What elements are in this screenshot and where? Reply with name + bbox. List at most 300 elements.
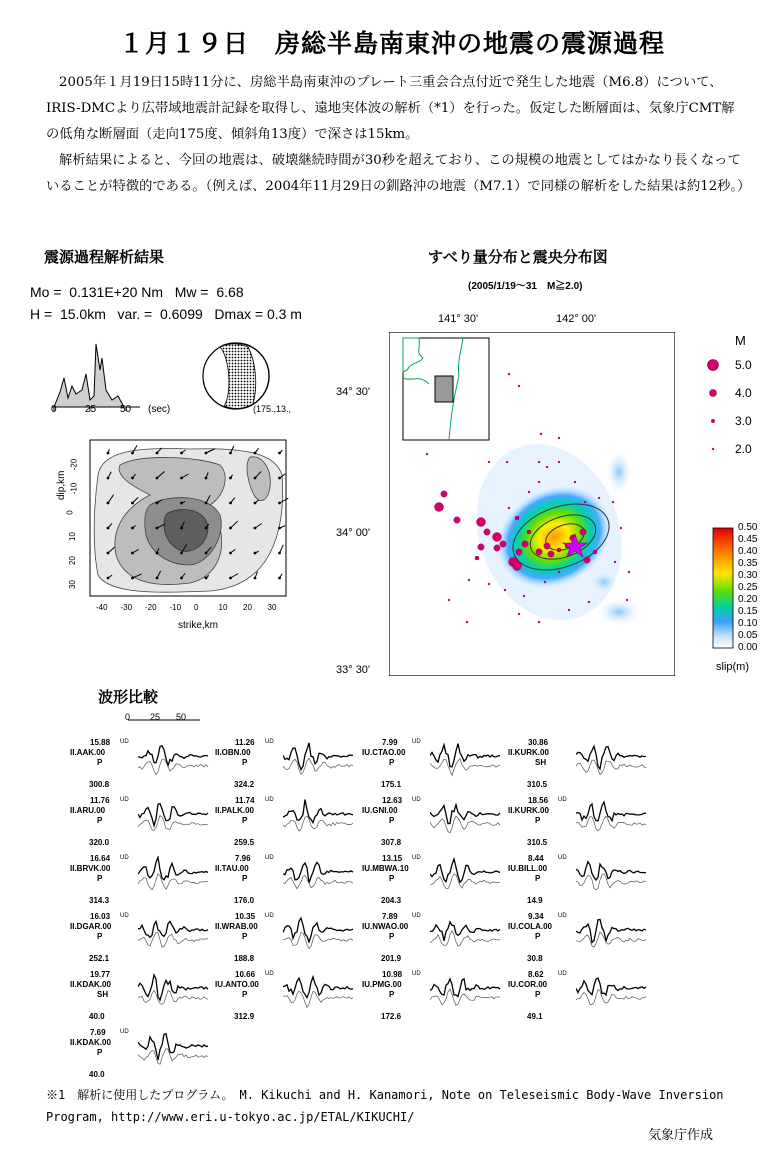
station-phase: P	[535, 816, 541, 825]
slip-x-tick: -20	[145, 603, 157, 612]
station-name: IU.COR.00	[508, 980, 548, 989]
epicenter-dot	[528, 491, 530, 493]
observed-trace	[283, 918, 353, 942]
waveform-trace	[430, 798, 502, 844]
subfault-point	[278, 527, 281, 530]
station-phase: P	[242, 990, 248, 999]
station-azimuth: 14.9	[527, 896, 543, 905]
source-process-heading: 震源過程解析結果	[44, 248, 165, 266]
synthetic-trace	[283, 876, 353, 889]
station-phase: P	[242, 816, 248, 825]
station-azimuth: 314.3	[89, 896, 110, 905]
station-name: II.AAK.00	[70, 748, 106, 757]
station-amplitude: 8.44	[528, 854, 544, 863]
slip-map-subheading: (2005/1/19～31 M≧2.0)	[468, 281, 583, 292]
epicenter-dot	[448, 599, 450, 601]
epicenter-dot	[584, 501, 586, 503]
epicenter-dot	[468, 579, 470, 581]
station-azimuth: 49.1	[527, 1012, 543, 1021]
station-phase: P	[389, 932, 395, 941]
slip-x-tick: 10	[218, 603, 228, 612]
slip-colorbar	[712, 527, 736, 651]
waveform-station	[508, 854, 668, 912]
page-title: １月１９日 房総半島南東沖の地震の震源過程	[118, 29, 665, 58]
scale-25: 25	[150, 712, 161, 722]
station-amplitude: 7.89	[382, 912, 398, 921]
station-component: UD	[120, 1029, 129, 1035]
colorbar-tick: 0.35	[738, 558, 758, 569]
station-azimuth: 310.5	[527, 838, 548, 847]
synthetic-trace	[138, 932, 208, 947]
station-azimuth: 40.0	[89, 1070, 105, 1079]
waveform-station	[70, 970, 230, 1028]
subfault-point	[229, 452, 232, 455]
subfault-point	[205, 552, 208, 555]
station-name: IU.MBWA.10	[362, 864, 409, 873]
station-phase: SH	[535, 758, 547, 767]
epicenter-dot	[614, 561, 616, 563]
station-phase: P	[242, 874, 248, 883]
station-phase: P	[389, 816, 395, 825]
waveform-station	[215, 970, 375, 1028]
epicenter-dot	[466, 621, 468, 623]
subfault-point	[205, 502, 208, 505]
epicenter-dot	[557, 548, 561, 552]
subfault-point	[254, 452, 257, 455]
waveform-trace	[138, 972, 210, 1018]
station-component: UD	[265, 797, 274, 803]
synthetic-trace	[576, 760, 646, 775]
epicenter-dot	[504, 589, 506, 591]
epicenter-dot	[540, 433, 542, 435]
epicenter-dot	[515, 516, 519, 520]
station-component: UD	[412, 855, 421, 861]
station-amplitude: 7.99	[382, 738, 398, 747]
epicenter-dot	[522, 541, 528, 547]
station-component: UD	[265, 971, 274, 977]
waveform-station	[508, 738, 668, 796]
observed-trace	[138, 857, 208, 879]
station-amplitude: 18.56	[528, 796, 549, 805]
waveform-trace	[283, 972, 355, 1018]
epicenter-dot	[536, 549, 542, 555]
observed-trace	[283, 977, 353, 998]
epicenter-dot	[538, 461, 540, 463]
station-phase: P	[97, 1048, 103, 1057]
subfault-point	[156, 452, 159, 455]
subfault-point	[131, 552, 134, 555]
waveform-trace	[430, 972, 502, 1018]
station-name: IU.PMG.00	[362, 980, 402, 989]
epicenter-dot	[484, 529, 490, 535]
observed-trace	[138, 804, 208, 826]
epicenter-dot	[426, 453, 428, 455]
subfault-point	[180, 577, 183, 580]
station-azimuth: 40.0	[89, 1012, 105, 1021]
footnote-line-1: ※1 解析に使用したプログラム。 M. Kikuchi and H. Kanamori, Note on Teleseismic Body-Wave Inversion	[46, 1088, 724, 1102]
waveform-trace	[576, 914, 648, 960]
station-phase: P	[535, 874, 541, 883]
epicenter-dot	[558, 571, 560, 573]
station-amplitude: 10.98	[382, 970, 403, 979]
subfault-point	[278, 452, 281, 455]
subfault-point	[229, 577, 232, 580]
station-amplitude: 12.63	[382, 796, 403, 805]
stf-tick-label-0: 0	[51, 404, 57, 415]
observed-trace	[576, 802, 646, 821]
colorbar-tick: 0.00	[738, 642, 758, 653]
colorbar-tick: 0.10	[738, 618, 758, 629]
epicenter-dot	[584, 557, 590, 563]
station-name: IU.ANTO.00	[215, 980, 259, 989]
subfault-point	[254, 477, 257, 480]
waveform-station	[362, 854, 522, 912]
epicenter-dot	[598, 497, 600, 499]
station-amplitude: 30.86	[528, 738, 549, 747]
waveform-trace	[283, 798, 355, 844]
epicenter-dot	[518, 385, 520, 387]
waveform-trace	[283, 740, 355, 786]
observed-trace	[283, 743, 353, 770]
waveform-station	[508, 970, 668, 1028]
station-component: UD	[120, 855, 129, 861]
epicenter-dot	[454, 517, 460, 523]
stf-tick-label-25: 25	[85, 404, 97, 415]
subfault-point	[107, 477, 110, 480]
slip-xlabel: strike,km	[178, 620, 218, 631]
epicenter-dot	[477, 518, 486, 527]
station-phase: P	[535, 932, 541, 941]
subfault-point	[229, 527, 232, 530]
subfault-point	[180, 527, 183, 530]
subfault-point	[107, 452, 110, 455]
subfault-point	[131, 477, 134, 480]
slip-y-tick: 30	[67, 580, 77, 589]
waveform-trace	[138, 914, 210, 960]
epicenter-dot	[574, 481, 576, 483]
observed-trace	[430, 979, 500, 997]
subfault-point	[156, 577, 159, 580]
subfault-point	[229, 552, 232, 555]
stf-tick-label-50: 50	[120, 404, 132, 415]
synthetic-trace	[430, 874, 500, 889]
slip-x-tick: -30	[120, 603, 133, 612]
station-phase: P	[97, 816, 103, 825]
waveform-station	[362, 738, 522, 796]
subfault-point	[180, 502, 183, 505]
station-azimuth: 252.1	[89, 954, 110, 963]
waveform-heading: 波形比較	[98, 688, 159, 706]
waveform-station	[362, 912, 522, 970]
waveform-station	[215, 796, 375, 854]
waveform-trace	[576, 798, 648, 844]
epicenter-dot	[513, 562, 522, 571]
subfault-point	[229, 477, 232, 480]
station-azimuth: 201.9	[381, 954, 402, 963]
waveform-station	[362, 796, 522, 854]
epicenter-dot	[527, 530, 531, 534]
colorbar-tick: 0.45	[738, 534, 758, 545]
epicenter-dot	[488, 461, 490, 463]
subfault-point	[180, 452, 183, 455]
observed-trace	[138, 1034, 208, 1060]
waveform-station	[70, 738, 230, 796]
station-component: UD	[120, 797, 129, 803]
subfault-point	[156, 527, 159, 530]
observed-trace	[138, 921, 208, 937]
slip-ylabel: dip,km	[56, 470, 67, 500]
epicenter-dot	[475, 556, 479, 560]
waveform-station	[508, 912, 668, 970]
waveform-trace	[283, 914, 355, 960]
subfault-point	[107, 502, 110, 505]
epicenter-dot	[518, 613, 520, 615]
station-azimuth: 310.5	[527, 780, 548, 789]
waveform-station	[508, 796, 668, 854]
station-azimuth: 30.8	[527, 954, 543, 963]
station-component: UD	[558, 971, 567, 977]
station-component: UD	[558, 913, 567, 919]
lat-label-3: 33° 30'	[336, 664, 371, 676]
epicenter-dot	[441, 491, 447, 497]
station-name: II.DGAR.00	[70, 922, 112, 931]
waveform-station	[70, 854, 230, 912]
subfault-point	[278, 477, 281, 480]
synthetic-trace	[138, 759, 208, 774]
intro-text	[46, 70, 751, 200]
mag-legend-4: 4.0	[735, 386, 752, 400]
station-amplitude: 16.03	[90, 912, 111, 921]
lat-label-1: 34° 30'	[336, 386, 371, 398]
colorbar-label: slip(m)	[716, 661, 749, 673]
station-name: IU.NWAO.00	[362, 922, 409, 931]
footnote-line-2: Program, http://www.eri.u-tokyo.ac.jp/ETAL/KIKUCHI/	[46, 1110, 415, 1124]
waveform-trace	[138, 1030, 210, 1076]
colorbar-tick: 0.05	[738, 630, 758, 641]
station-azimuth: 176.0	[234, 896, 255, 905]
station-component: UD	[265, 855, 274, 861]
waveform-station	[215, 738, 375, 796]
station-component: UD	[412, 913, 421, 919]
station-azimuth: 300.8	[89, 780, 110, 789]
waveform-station	[70, 796, 230, 854]
subfault-point	[156, 477, 159, 480]
station-amplitude: 8.62	[528, 970, 544, 979]
epicenter-dot	[500, 541, 506, 547]
station-component: UD	[265, 739, 274, 745]
station-name: II.KDAK.00	[70, 1038, 111, 1047]
station-amplitude: 7.69	[90, 1028, 106, 1037]
stf-shape	[54, 344, 124, 407]
station-azimuth: 204.3	[381, 896, 402, 905]
colorbar-tick: 0.50	[738, 522, 758, 533]
scale-50: 50	[176, 712, 187, 722]
station-amplitude: 16.64	[90, 854, 111, 863]
station-amplitude: 11.74	[235, 796, 255, 805]
observed-trace	[430, 859, 500, 882]
synthetic-trace	[138, 990, 208, 1004]
station-azimuth: 312.9	[234, 1012, 255, 1021]
epicenter-dot	[538, 621, 540, 623]
station-component: UD	[412, 739, 421, 745]
epicenter-dot	[494, 545, 500, 551]
epicenter-dot	[435, 503, 444, 512]
credit: 気象庁作成	[648, 1128, 714, 1143]
subfault-point	[107, 552, 110, 555]
waveform-station	[215, 854, 375, 912]
synthetic-trace	[283, 758, 353, 774]
waveform-trace	[430, 740, 502, 786]
epicenter-dot	[544, 543, 550, 549]
station-component: UD	[120, 739, 129, 745]
slip-x-tick: 30	[267, 603, 277, 612]
subfault-point	[107, 527, 110, 530]
station-phase: P	[242, 758, 248, 767]
synthetic-trace	[283, 816, 353, 831]
epicenter-dot	[558, 461, 560, 463]
synthetic-trace	[576, 932, 646, 947]
epicenter-dot	[568, 609, 570, 611]
waveform-scale	[120, 706, 210, 726]
observed-trace	[283, 800, 353, 823]
station-amplitude: 9.34	[528, 912, 544, 921]
subfault-point	[131, 577, 134, 580]
synthetic-trace	[138, 815, 208, 830]
observed-trace	[138, 746, 208, 766]
subfault-point	[278, 577, 281, 580]
mag-legend-2: 2.0	[735, 442, 752, 456]
station-amplitude: 10.66	[235, 970, 256, 979]
station-name: II.KURK.00	[508, 806, 549, 815]
epicenter-dot	[620, 527, 622, 529]
station-name: IU.CTAO.00	[362, 748, 406, 757]
subfault-point	[131, 452, 134, 455]
station-component: UD	[412, 971, 421, 977]
mag-legend-3: 3.0	[735, 414, 752, 428]
waveform-trace	[576, 740, 648, 786]
scale-0: 0	[125, 712, 131, 722]
station-azimuth: 307.8	[381, 838, 402, 847]
params-line-1: Mo = 0.131E+20 Nm Mw = 6.68	[30, 284, 244, 300]
station-component: UD	[265, 913, 274, 919]
synthetic-trace	[283, 933, 353, 949]
synthetic-trace	[138, 1049, 208, 1065]
waveform-trace	[138, 856, 210, 902]
station-phase: P	[389, 874, 395, 883]
waveform-trace	[430, 914, 502, 960]
slip-y-tick: 0	[65, 510, 75, 515]
epicenter-dot	[506, 461, 508, 463]
epicenter-dot	[516, 549, 522, 555]
subfault-point	[254, 552, 257, 555]
slip-y-tick: 10	[67, 532, 77, 541]
station-amplitude: 11.26	[235, 738, 255, 747]
lat-label-2: 34° 00'	[336, 527, 371, 539]
station-azimuth: 320.0	[89, 838, 110, 847]
colorbar-tick: 0.30	[738, 570, 758, 581]
station-phase: P	[535, 990, 541, 999]
epicenter-dot	[478, 544, 484, 550]
subfault-point	[254, 527, 257, 530]
station-amplitude: 11.76	[90, 796, 110, 805]
waveform-trace	[283, 856, 355, 902]
station-phase: P	[97, 758, 103, 767]
station-phase: P	[97, 874, 103, 883]
epicenter-dot	[538, 481, 540, 483]
station-component: UD	[558, 855, 567, 861]
slip-x-tick: -40	[96, 603, 108, 612]
subfault-point	[131, 527, 134, 530]
observed-trace	[430, 744, 500, 767]
epicenter-dot	[508, 507, 510, 509]
station-amplitude: 7.96	[235, 854, 251, 863]
epicenter-dot	[488, 583, 490, 585]
epicenter-dot	[548, 551, 554, 557]
epicenter-dot	[612, 501, 614, 503]
subfault-point	[156, 552, 159, 555]
lon-label-2: 142° 00'	[556, 313, 597, 325]
epicenter-dot	[593, 550, 597, 554]
colorbar-tick: 0.25	[738, 582, 758, 593]
lon-label-1: 141° 30'	[438, 313, 479, 325]
station-amplitude: 10.35	[235, 912, 256, 921]
colorbar-tick: 0.40	[738, 546, 758, 557]
station-phase: P	[97, 932, 103, 941]
synthetic-trace	[430, 759, 500, 776]
station-name: IU.BILL.00	[508, 864, 548, 873]
params-line-2: H = 15.0km var. = 0.6099 Dmax = 0.3 m	[30, 306, 302, 322]
station-phase: SH	[97, 990, 109, 999]
observed-trace	[138, 975, 208, 1000]
waveform-trace	[138, 798, 210, 844]
epicenter-dot	[558, 437, 560, 439]
station-name: II.ARU.00	[70, 806, 106, 815]
synthetic-trace	[430, 931, 500, 947]
station-amplitude: 19.77	[90, 970, 111, 979]
subfault-point	[278, 502, 281, 505]
epicenter-dot	[588, 601, 590, 603]
subfault-point	[180, 477, 183, 480]
station-azimuth: 172.6	[381, 1012, 402, 1021]
subfault-point	[254, 577, 257, 580]
slip-y-tick: 20	[67, 556, 77, 565]
station-amplitude: 15.88	[90, 738, 111, 747]
synthetic-trace	[576, 990, 646, 1005]
station-name: II.KURK.00	[508, 748, 549, 757]
slip-map-heading: すべり量分布と震央分布図	[428, 248, 608, 266]
observed-trace	[283, 862, 353, 883]
epicenter-dot	[508, 373, 510, 375]
subfault-point	[205, 527, 208, 530]
station-phase: P	[389, 990, 395, 999]
waveform-trace	[576, 972, 648, 1018]
observed-trace	[576, 919, 646, 942]
slip-y-tick: -20	[69, 458, 79, 471]
epicenter-dot	[580, 529, 586, 535]
epicenter-dot	[523, 595, 525, 597]
station-name: II.WRAB.00	[215, 922, 258, 931]
observed-trace	[576, 978, 646, 995]
station-name: II.KDAK.00	[70, 980, 111, 989]
station-name: IU.GNI.00	[362, 806, 398, 815]
waveform-station	[70, 1028, 230, 1086]
subfault-point	[278, 552, 281, 555]
subfault-point	[180, 552, 183, 555]
slip-x-tick: 20	[243, 603, 252, 612]
waveform-station	[215, 912, 375, 970]
mag-legend-symbols	[700, 350, 730, 460]
mag-legend-5: 5.0	[735, 358, 752, 372]
